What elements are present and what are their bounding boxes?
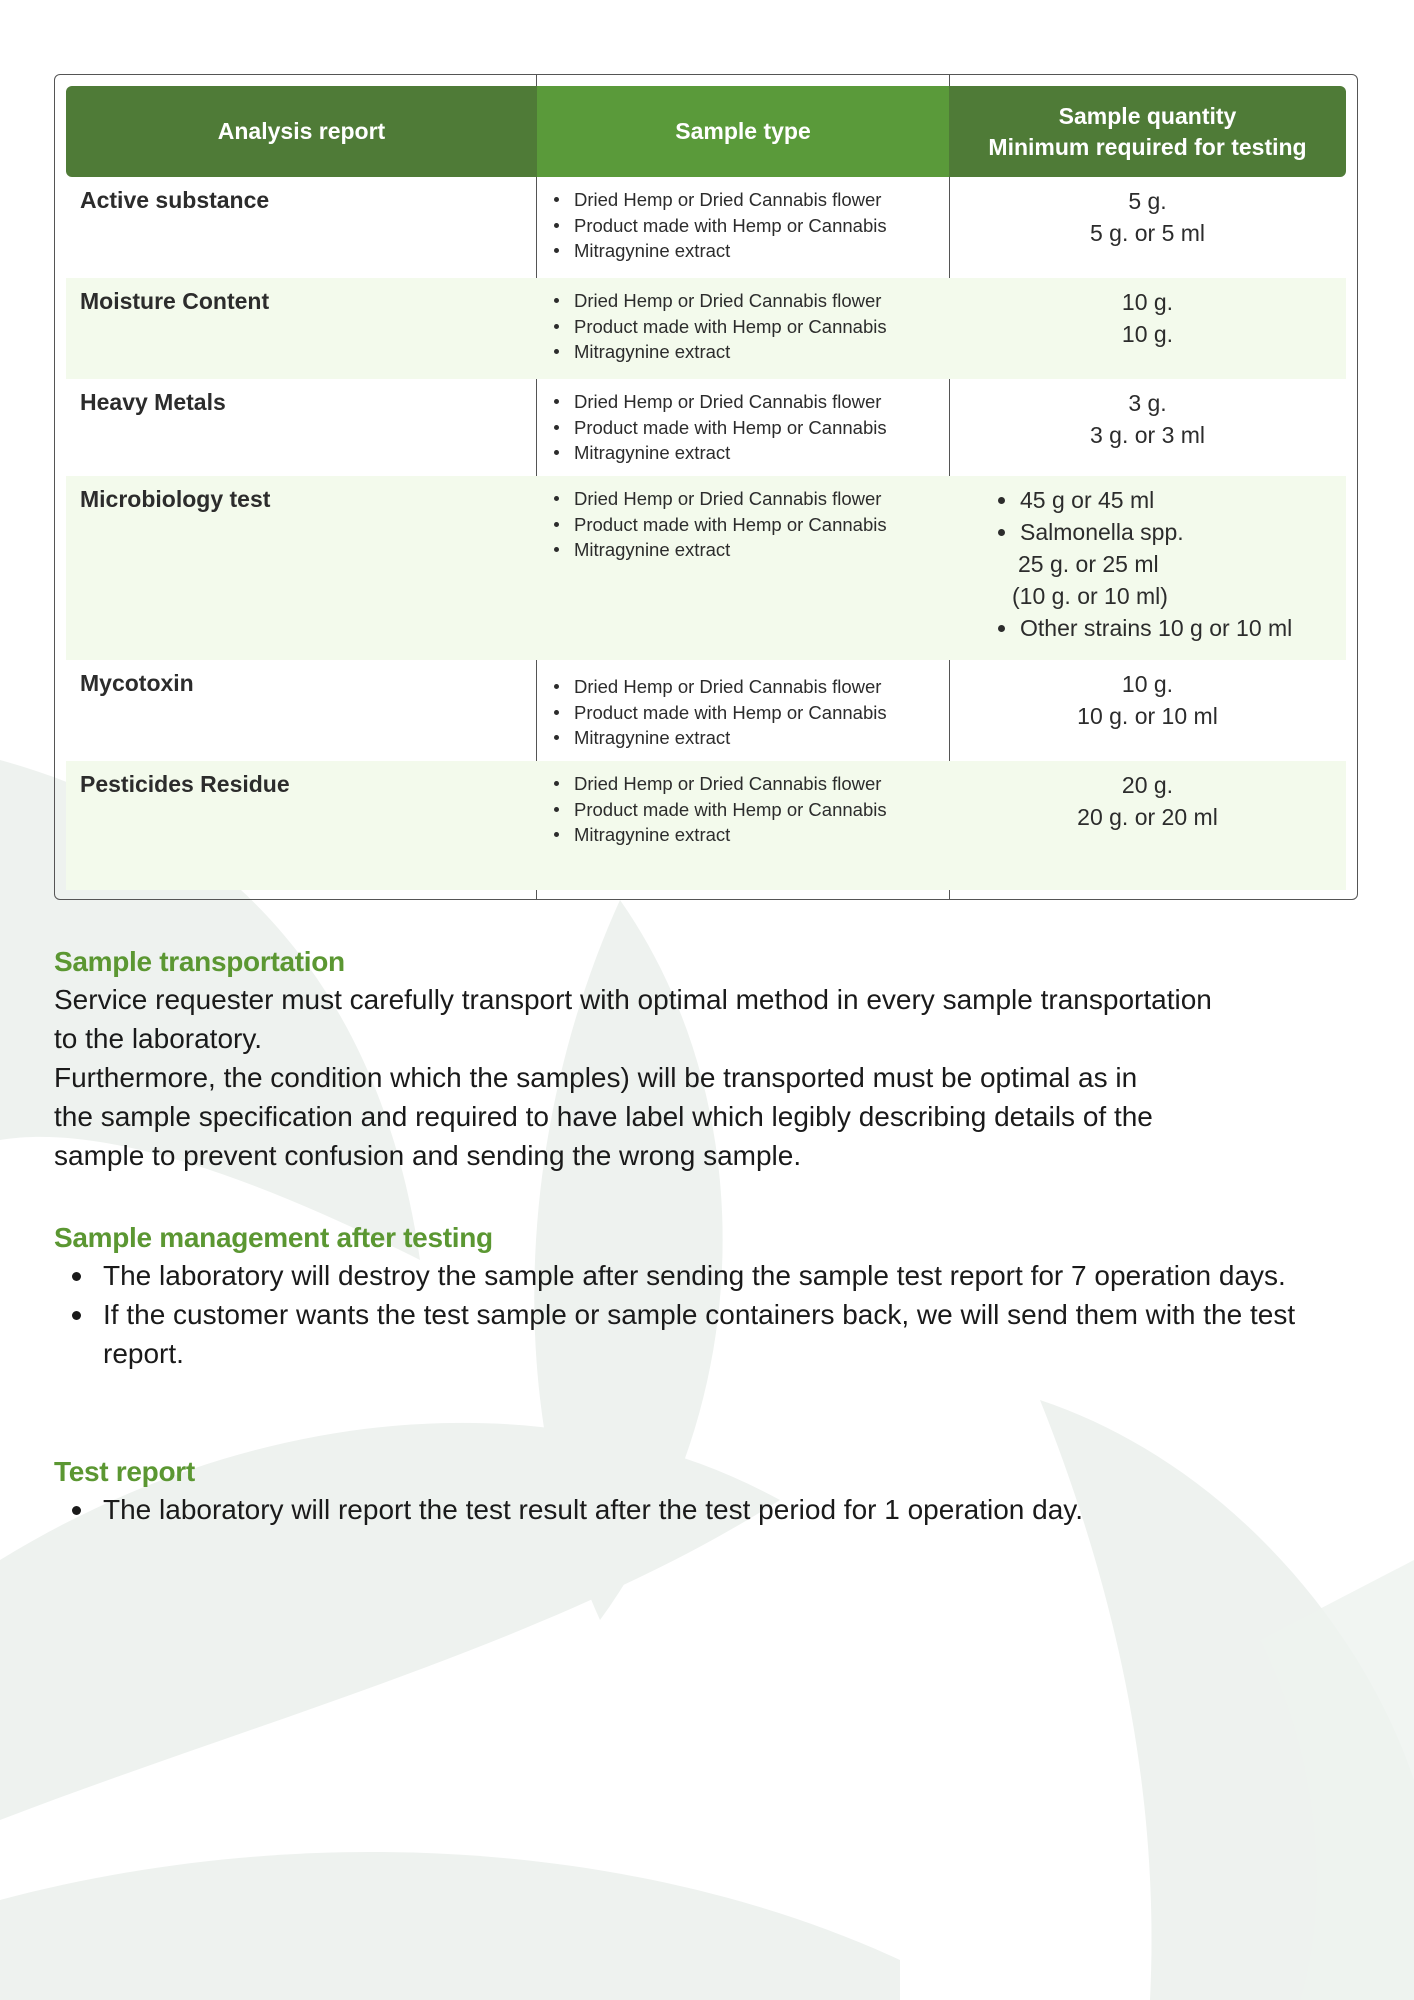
header-sample-type: Sample type (537, 86, 949, 177)
quantity-line: (10 g. or 10 ml) (1012, 583, 1168, 609)
quantity-line: 20 g. (1121, 772, 1174, 798)
list-item: Mitragynine extract (548, 822, 887, 848)
list-item: Dried Hemp or Dried Cannabis flower (548, 486, 887, 512)
list-item: Product made with Hemp or Cannabis (548, 512, 887, 538)
table-row (66, 379, 1346, 476)
table-header (66, 86, 1346, 177)
paragraph-line: the sample specification and required to have label which legibly describing details of the (54, 1101, 1153, 1132)
paragraph-line: Furthermore, the condition which the samples) will be transported must be optimal as in (54, 1062, 1138, 1093)
table-row (66, 660, 1346, 761)
header-quantity-line1: Sample quantity (1058, 102, 1237, 129)
sample-requirements-table (54, 74, 1358, 900)
quantity-line: 5 g. (1128, 188, 1167, 214)
list-item: Mitragynine extract (548, 537, 887, 563)
quantity-line: 3 g. or 3 ml (1089, 422, 1206, 448)
sample-type-list (548, 486, 887, 563)
list-item: Product made with Hemp or Cannabis (548, 314, 887, 340)
management-list (54, 1256, 1344, 1373)
paragraph-line: Service requester must carefully transport with optimal method in every sample transportation (54, 984, 1212, 1015)
list-item: Other strains 10 g or 10 ml (990, 612, 1292, 644)
table-row (66, 761, 1346, 890)
quantity-line: 10 g. (1121, 671, 1174, 697)
paragraph-line: sample to prevent confusion and sending the wrong sample. (54, 1140, 802, 1171)
transportation-section (54, 944, 1344, 1175)
paragraph-line: to the laboratory. (54, 1023, 263, 1054)
list-item: Dried Hemp or Dried Cannabis flower (548, 288, 887, 314)
list-item: Dried Hemp or Dried Cannabis flower (548, 771, 887, 797)
list-item: 45 g or 45 ml (990, 484, 1292, 516)
quantity-line: 20 g. or 20 ml (1077, 804, 1218, 830)
table-row (66, 476, 1346, 660)
sample-type-list (548, 288, 887, 365)
list-item: Dried Hemp or Dried Cannabis flower (548, 389, 887, 415)
list-item: Mitragynine extract (548, 339, 887, 365)
list-item: Product made with Hemp or Cannabis (548, 797, 887, 823)
header-quantity-line2: Minimum required for testing (988, 133, 1307, 160)
quantity-line: 5 g. or 5 ml (1089, 220, 1206, 246)
sample-quantity (949, 387, 1346, 451)
list-item: Dried Hemp or Dried Cannabis flower (548, 674, 887, 700)
list-item: The laboratory will report the test result after the test period for 1 operation day. (54, 1490, 1344, 1529)
list-item: Salmonella spp. (990, 516, 1292, 548)
list-item: If the customer wants the test sample or sample containers back, we will send them with the test report. (54, 1295, 1343, 1373)
quantity-line: 3 g. (1128, 390, 1167, 416)
list-item: The laboratory will destroy the sample after sending the sample test report for 7 operation days. (54, 1256, 1343, 1295)
header-sample-quantity (949, 86, 1346, 177)
analysis-name: Heavy Metals (80, 389, 226, 415)
sample-quantity (949, 286, 1346, 350)
list-item: Mitragynine extract (548, 725, 887, 751)
sample-type-list (548, 389, 887, 466)
list-item: Mitragynine extract (548, 440, 887, 466)
analysis-name: Moisture Content (80, 288, 270, 314)
section-title: Test report (54, 1456, 195, 1487)
quantity-line: 10 g. or 10 ml (1077, 703, 1218, 729)
section-title: Sample management after testing (54, 1222, 493, 1253)
analysis-name: Pesticides Residue (80, 771, 290, 797)
report-list (54, 1490, 1344, 1529)
analysis-name: Mycotoxin (80, 670, 194, 696)
table-row (66, 278, 1346, 379)
test-report-section (54, 1454, 1344, 1529)
quantity-line: 10 g. (1121, 321, 1174, 347)
table-row (66, 177, 1346, 278)
quantity-line: 10 g. (1121, 289, 1174, 315)
header-analysis-report: Analysis report (66, 86, 537, 177)
sample-type-list (548, 674, 887, 751)
list-item: Product made with Hemp or Cannabis (548, 700, 887, 726)
analysis-name: Microbiology test (80, 486, 271, 512)
sample-type-list (548, 771, 887, 848)
analysis-name: Active substance (80, 187, 270, 213)
list-item: Product made with Hemp or Cannabis (548, 415, 887, 441)
section-title: Sample transportation (54, 946, 345, 977)
sample-quantity-list (990, 484, 1292, 644)
list-item: Mitragynine extract (548, 238, 887, 264)
sample-type-list (548, 187, 887, 264)
sample-quantity (949, 668, 1346, 732)
list-item: Product made with Hemp or Cannabis (548, 213, 887, 239)
sample-quantity (949, 769, 1346, 833)
quantity-line: 25 g. or 25 ml (1018, 551, 1159, 577)
sample-quantity (949, 185, 1346, 249)
list-item: Dried Hemp or Dried Cannabis flower (548, 187, 887, 213)
management-section (54, 1220, 1344, 1373)
